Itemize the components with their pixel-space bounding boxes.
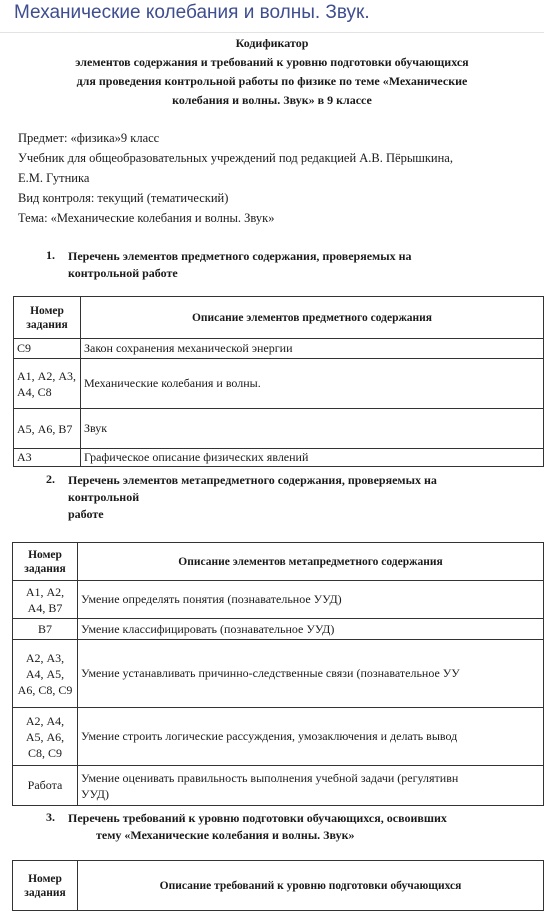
- table-row: [14, 409, 544, 449]
- section2-number: 2.: [46, 472, 55, 486]
- desc-cell: Умение классифицировать (познавательное УУД): [78, 619, 544, 640]
- table-row: [13, 766, 544, 806]
- section1-title: [68, 248, 538, 282]
- section3-title: [68, 810, 540, 844]
- desc-cell: [78, 766, 544, 806]
- metasubject-content-table: [12, 542, 544, 806]
- codifier-line: колебания и волны. Звук» в 9 классе: [172, 93, 372, 107]
- table2-header-task: Номер задания: [13, 543, 78, 581]
- section2-title-line: контрольной: [68, 490, 140, 504]
- meta-textbook: Учебник для общеобразовательных учреждений под редакцией А.В. Пёрышкина,: [18, 151, 453, 165]
- codifier-block: [0, 34, 544, 110]
- desc-cell: Умение определять понятия (познавательное УУД): [78, 581, 544, 619]
- subject-content-table: [13, 296, 544, 467]
- desc-cell: Умение устанавливать причинно-следственные связи (познавательное УУ: [78, 640, 544, 708]
- desc-line: УУД): [81, 786, 109, 801]
- desc-cell: Звук: [81, 409, 544, 449]
- task-cell: А5, А6, В7: [14, 409, 81, 449]
- task-cell: В7: [13, 619, 78, 640]
- section1-title-line: Перечень элементов предметного содержания, проверяемых на: [68, 249, 412, 263]
- table-row: [13, 581, 544, 619]
- desc-cell: Закон сохранения механической энергии: [81, 339, 544, 359]
- table-row: [13, 640, 544, 708]
- desc-cell: Умение строить логические рассуждения, умозаключения и делать вывод: [78, 708, 544, 766]
- section2-title-line: работе: [68, 507, 104, 521]
- table3-header-desc: Описание требований к уровню подготовки обучающихся: [78, 861, 544, 911]
- table2-header-desc: Описание элементов метапредметного содержания: [78, 543, 544, 581]
- section3-title-line: Перечень требований к уровню подготовки обучающихся, освоивших: [68, 811, 447, 825]
- page-title: Механические колебания и волны. Звук.: [0, 0, 544, 33]
- task-cell: А3: [14, 449, 81, 467]
- section3-title-line: тему «Механические колебания и волны. Звук»: [96, 828, 355, 842]
- desc-line: Умение оценивать правильность выполнения учебной задачи (регулятивн: [81, 770, 459, 785]
- meta-textbook-authors: Е.М. Гутника: [18, 171, 90, 185]
- table-row: [13, 708, 544, 766]
- task-cell: А1, А2, А4, В7: [13, 581, 78, 619]
- codifier-line: для проведения контрольной работы по физике по теме «Механические: [76, 74, 468, 88]
- task-cell: А2, А3, А4, А5, А6, С8, С9: [13, 640, 78, 708]
- section2-title-line: Перечень элементов метапредметного содержания, проверяемых на: [68, 473, 437, 487]
- section1-number: 1.: [46, 248, 55, 262]
- requirements-table: [12, 860, 544, 911]
- section1-title-line: контрольной работе: [68, 266, 178, 280]
- codifier-heading: Кодификатор: [235, 36, 309, 50]
- table1-header-desc: Описание элементов предметного содержания: [81, 297, 544, 339]
- task-cell: Работа: [13, 766, 78, 806]
- table-row: [14, 339, 544, 359]
- task-cell: А1, А2, А3, А4, С8: [14, 359, 81, 409]
- meta-subject: Предмет: «физика»9 класс: [18, 131, 160, 145]
- meta-topic: Тема: «Механические колебания и волны. Звук»: [18, 211, 275, 225]
- table-row: [14, 359, 544, 409]
- meta-control-type: Вид контроля: текущий (тематический): [18, 191, 229, 205]
- desc-cell: Механические колебания и волны.: [81, 359, 544, 409]
- section3-number: 3.: [46, 810, 55, 824]
- table-row: [14, 449, 544, 467]
- document-meta: [18, 128, 538, 228]
- task-cell: А2, А4, А5, А6, С8, С9: [13, 708, 78, 766]
- table-row: [13, 619, 544, 640]
- section2-title: [68, 472, 540, 523]
- table3-header-task: Номер задания: [13, 861, 78, 911]
- desc-cell: Графическое описание физических явлений: [81, 449, 544, 467]
- table1-header-task: Номер задания: [14, 297, 81, 339]
- codifier-line: элементов содержания и требований к уровню подготовки обучающихся: [75, 55, 469, 69]
- task-cell: С9: [14, 339, 81, 359]
